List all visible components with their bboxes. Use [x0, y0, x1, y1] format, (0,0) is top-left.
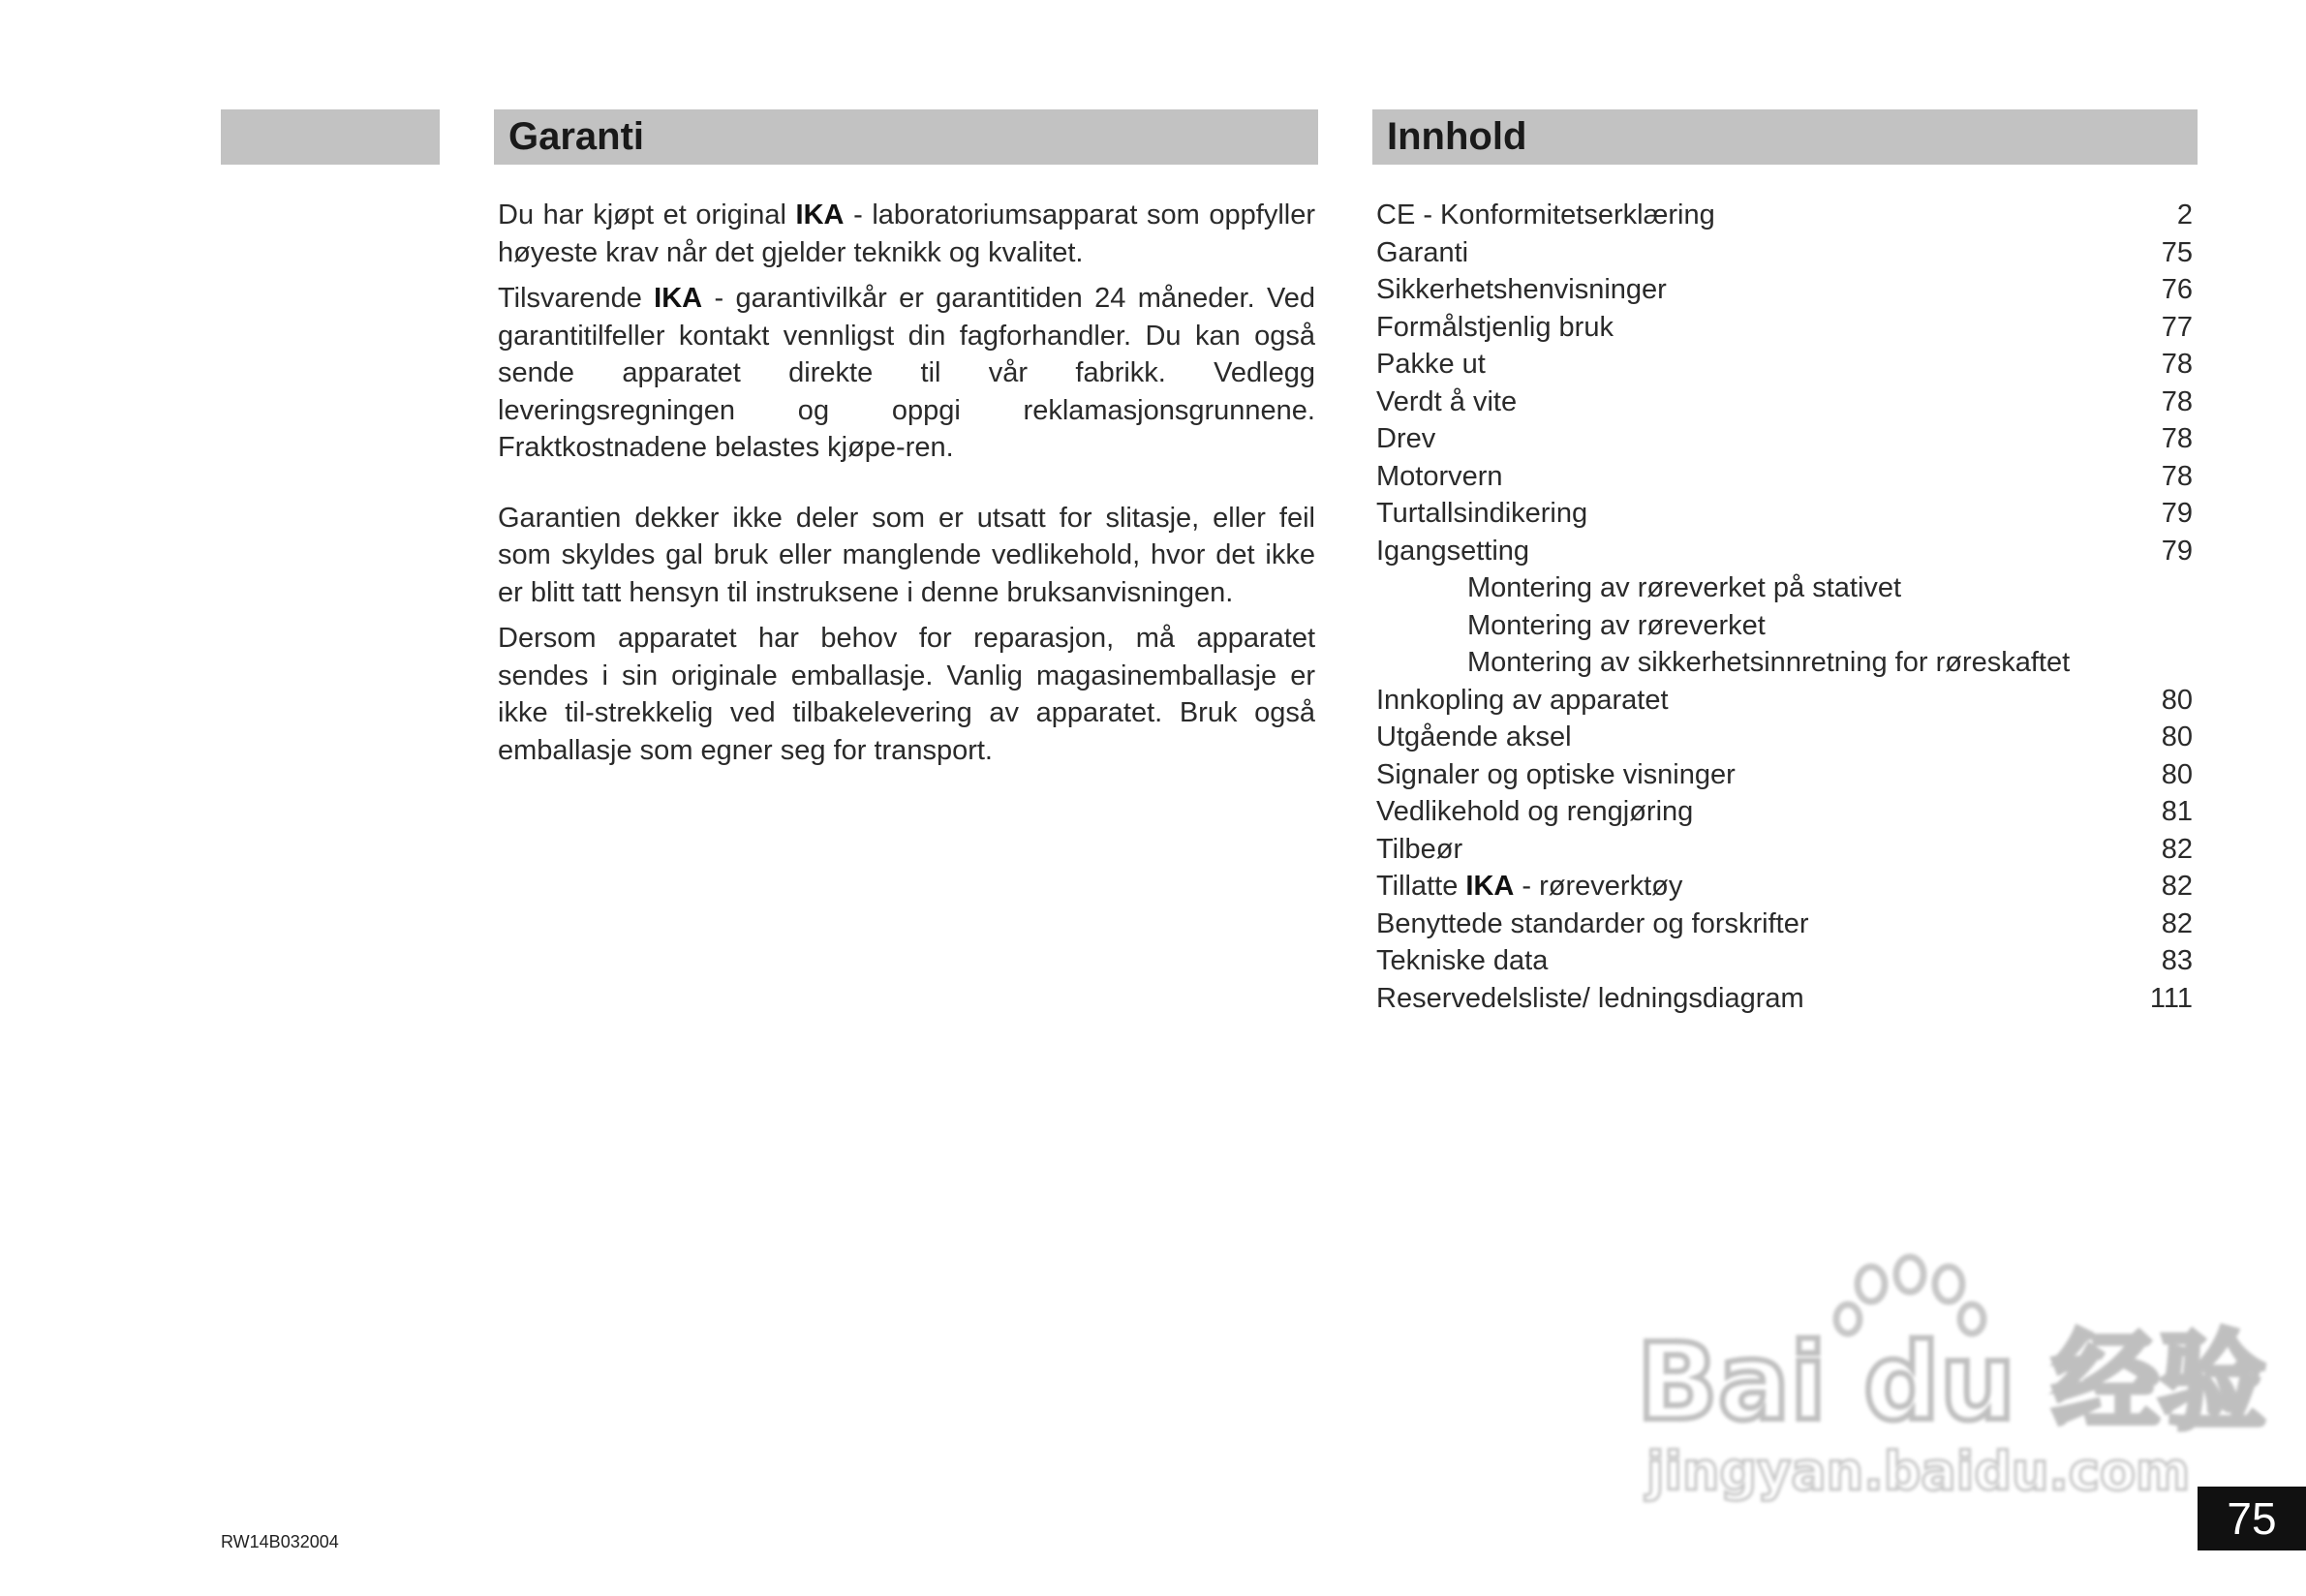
toc-row: Drev 78 [1376, 423, 2193, 454]
toc-row: Innkopling av apparatet 80 [1376, 684, 2193, 716]
toc-row: Tillatte IKA - røreverktøy 82 [1376, 871, 2193, 902]
toc-subrow: Montering av røreverket på stativet [1467, 572, 1902, 603]
left-header-bar [221, 109, 440, 165]
brand-ika: IKA [654, 283, 703, 314]
garanti-paragraph-4: Dersom apparatet har behov for reparasjon, må apparatet sendes i sin originale emballasje. Vanlig magasinemballasje er ikke til-strekkelig ved tilbakelevering av apparatet. Bruk også emballasje som egner seg for transport. [498, 623, 1315, 766]
toc-row: Benyttede standarder og forskrifter 82 [1376, 907, 2193, 939]
toc-row: Sikkerhetshenvisninger 76 [1376, 274, 2193, 305]
toc-row: CE - Konformitetserklæring 2 [1376, 200, 2193, 230]
garanti-header-bar [494, 109, 1318, 165]
brand-ika: IKA [795, 200, 845, 230]
watermark-url-text: jingyan.baidu.com [1646, 1441, 2191, 1502]
garanti-paragraph-2: Tilsvarende IKA - garantivilkår er garantitiden 24 måneder. Ved garantitilfeller kontakt vennligst din fagforhandler. Du kan også sende apparatet direkte til vår fabrikk. Vedlegg leveringsregningen og oppgi reklamasjonsgrunnene. Fraktkostnadene belastes kjøpe-ren. [498, 283, 1315, 463]
toc-row: Garanti 75 [1376, 236, 2193, 268]
garanti-paragraph-3: Garantien dekker ikke deler som er utsatt for slitasje, eller feil som skyldes gal bruk eller manglende vedlikehold, hvor det ikke er blitt tatt hensyn til instruksene i denne bruksanvisningen. [498, 502, 1315, 608]
page-number: 75 [2198, 1487, 2306, 1550]
toc-subrow: Montering av røreverket [1467, 609, 1766, 641]
toc-row: Utgående aksel 80 [1376, 721, 2193, 752]
garanti-body [498, 197, 1315, 769]
toc-row: Formålstjenlig bruk 77 [1376, 311, 2193, 343]
toc-row: Igangsetting 79 [1376, 535, 2193, 567]
innhold-heading: Innhold [1387, 115, 1527, 158]
toc-row: Pakke ut 78 [1376, 349, 2193, 380]
toc-row: Motorvern 78 [1376, 460, 2193, 492]
document-code: RW14B032004 [221, 1532, 339, 1551]
table-of-contents [1376, 197, 2193, 1017]
toc-row: Tilbeør 82 [1376, 833, 2193, 865]
baidu-jingyan-watermark [1627, 1249, 2266, 1511]
toc-row: Verdt å vite 78 [1376, 385, 2193, 417]
toc-row: Signaler og optiske visninger 80 [1376, 758, 2193, 790]
toc-row: Reservedelsliste/ ledningsdiagram 111 [1376, 982, 2193, 1014]
toc-row: Tekniske data 83 [1376, 945, 2193, 976]
brand-ika: IKA [1465, 871, 1515, 902]
toc-subrow: Montering av sikkerhetsinnretning for røreskaftet [1467, 647, 2071, 678]
garanti-paragraph-1: Du har kjøpt et original IKA - laboratoriumsapparat som oppfyller høyeste krav når det gjelder teknikk og kvalitet. [498, 200, 1315, 268]
toc-row: Turtallsindikering 79 [1376, 498, 2193, 529]
watermark-logo-text: Bai du 经验 [1637, 1320, 2266, 1444]
garanti-heading: Garanti [508, 115, 645, 158]
toc-row: Vedlikehold og rengjøring 81 [1376, 796, 2193, 827]
innhold-header-bar [1372, 109, 2198, 165]
